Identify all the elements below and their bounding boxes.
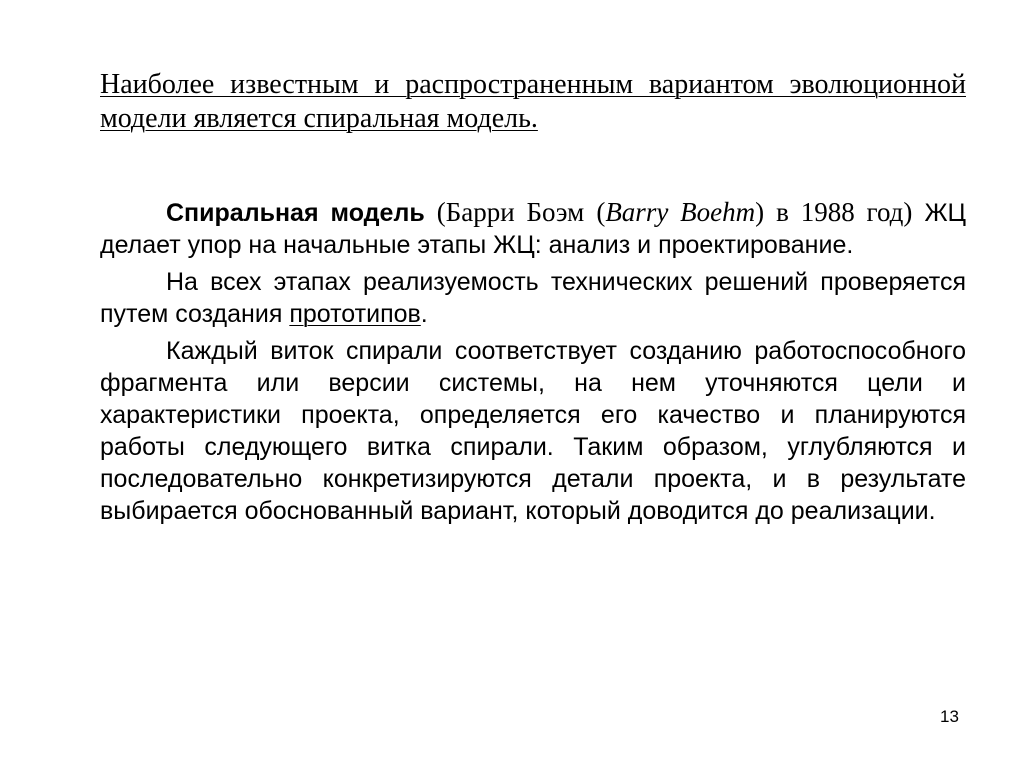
- definition-paragraph: [100, 196, 966, 261]
- prototypes-paragraph: [100, 266, 966, 330]
- page-number: 13: [940, 707, 959, 726]
- spiral-text: Каждый виток спирали соответствует созданию работоспособного фрагмента или версии системы, на нем уточняются цели и характеристики проекта, определяется его качество и планируются работы следующего витка спирали. Таким образом, углубляются и последовательно конкретизируются детали проекта, и в результате выбирается обоснованный вариант, который доводится до реализации.: [100, 337, 966, 525]
- definition-paren-inner-open: (: [596, 197, 606, 227]
- intro-paragraph: [100, 68, 966, 136]
- definition-term: Спиральная модель: [166, 199, 425, 227]
- definition-paren-inner-close: ): [755, 197, 765, 227]
- definition-paren-close: ): [903, 197, 913, 227]
- definition-author: Барри Боэм: [445, 197, 585, 227]
- definition-year: в 1988 год: [776, 197, 904, 227]
- body-text: [100, 196, 966, 532]
- prototypes-before: На всех этапах реализуемость технических решений проверяется путем создания: [100, 268, 966, 328]
- intro-text: Наиболее известным и распространенным вариантом эволюционной модели является спиральная модель.: [100, 69, 966, 134]
- definition-author-en: Barry Boehm: [605, 197, 756, 227]
- definition-rest: ЖЦ делает упор на начальные этапы ЖЦ: анализ и проектирование.: [100, 199, 967, 259]
- definition-paren-open: (: [436, 197, 446, 227]
- prototypes-after: .: [420, 300, 428, 328]
- spiral-paragraph: [100, 335, 966, 527]
- prototypes-link[interactable]: прототипов: [289, 300, 421, 328]
